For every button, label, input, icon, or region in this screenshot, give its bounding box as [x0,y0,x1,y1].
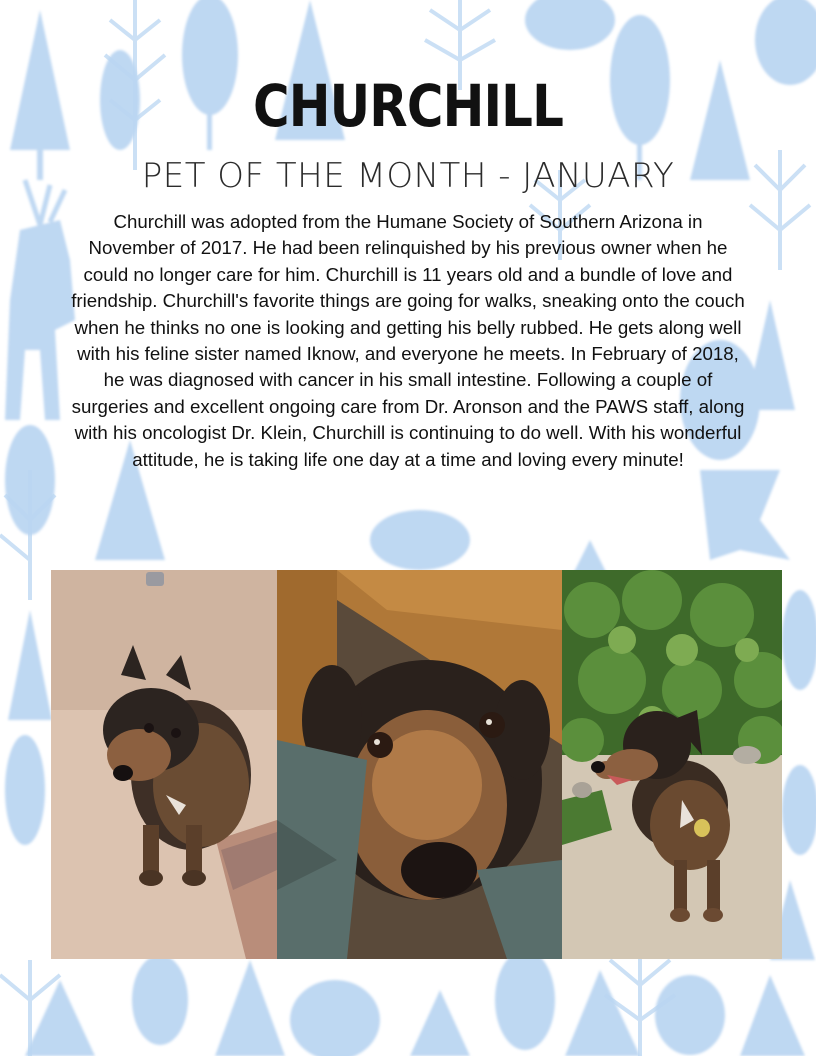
pet-biography: Churchill was adopted from the Humane Society of Southern Arizona in November of 2017. He had been relinquished by his previous owner when he could no longer care for him. Churchill is 11 years old and a bundle of love and friendship. Churchill's favorite things are going for walks, sneaking onto the couch when he thinks no one is looking and getting his belly rubbed. He gets along well with his feline sister named Iknow, and everyone he meets. In February of 2018, he was diagnosed with cancer in his small intestine. Following a couple of surgeries and excellent ongoing care from Dr. Aronson and the PAWS staff, along with his oncologist Dr. Klein, Churchill is continuing to do well. With his wonderful attitude, he is taking life one day at a time and loving every minute! [71,211,745,470]
dog-outdoors-image [562,570,782,959]
pet-name-title: CHURCHILL [252,72,564,140]
photo-dog-under-table [277,570,562,959]
photo-strip [51,570,782,959]
pet-of-the-month-subtitle: PET OF THE MONTH - JANUARY [141,156,675,196]
photo-dog-outdoors [562,570,782,959]
dog-sitting-image [51,570,277,959]
photo-dog-sitting [51,570,277,959]
dog-under-table-image [277,570,562,959]
